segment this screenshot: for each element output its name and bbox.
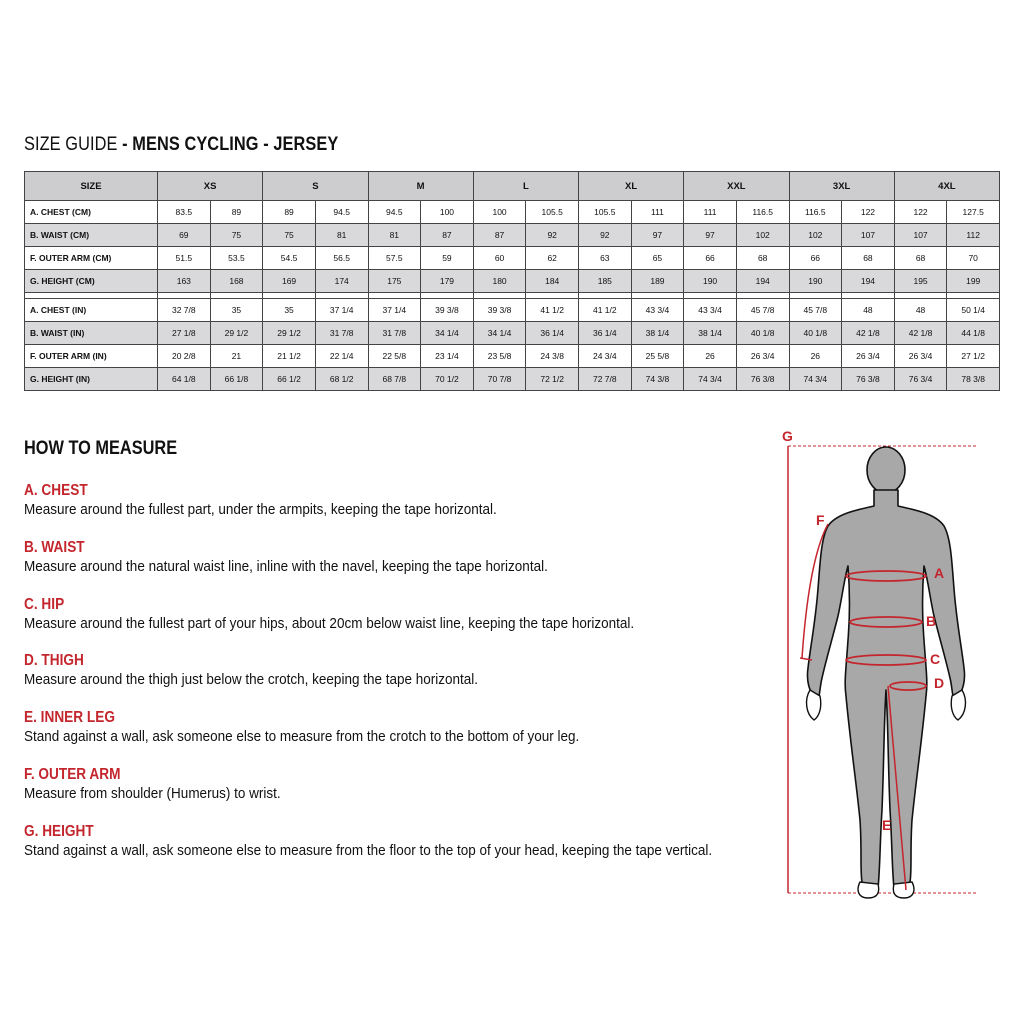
value-cell: 180 — [473, 270, 526, 293]
row-label: F. OUTER ARM (CM) — [25, 247, 158, 270]
row-label: A. CHEST (CM) — [25, 201, 158, 224]
measure-item — [24, 595, 702, 633]
value-cell: 66 1/8 — [210, 368, 263, 391]
measurement-row — [25, 345, 1000, 368]
value-cell: 68 — [736, 247, 789, 270]
measure-description: Stand against a wall, ask someone else to measure from the floor to the top of your head, keeping the tape vertical. — [24, 842, 713, 859]
value-cell: 100 — [421, 201, 474, 224]
value-cell: 27 1/8 — [158, 322, 211, 345]
value-cell: 189 — [631, 270, 684, 293]
measure-heading: C. HIP — [24, 596, 65, 613]
value-cell: 57.5 — [368, 247, 421, 270]
measure-item — [24, 708, 641, 746]
value-cell: 72 1/2 — [526, 368, 579, 391]
letter-e: E — [882, 817, 892, 833]
letter-d: D — [934, 675, 945, 691]
value-cell: 190 — [684, 270, 737, 293]
size-header-cell: M — [368, 172, 473, 201]
value-cell: 89 — [210, 201, 263, 224]
row-label: G. HEIGHT (IN) — [25, 368, 158, 391]
value-cell: 76 3/8 — [736, 368, 789, 391]
value-cell: 122 — [842, 201, 895, 224]
measurement-row — [25, 368, 1000, 391]
value-cell: 36 1/4 — [526, 322, 579, 345]
value-cell: 66 — [789, 247, 842, 270]
measurement-row — [25, 247, 1000, 270]
value-cell: 194 — [842, 270, 895, 293]
value-cell: 94.5 — [315, 201, 368, 224]
value-cell: 43 3/4 — [631, 299, 684, 322]
value-cell: 116.5 — [736, 201, 789, 224]
value-cell: 105.5 — [579, 201, 632, 224]
measure-heading: E. INNER LEG — [24, 709, 115, 726]
letter-g: G — [782, 428, 793, 444]
value-cell: 190 — [789, 270, 842, 293]
measure-heading: D. THIGH — [24, 652, 84, 669]
measure-item — [24, 765, 309, 803]
measurement-row — [25, 270, 1000, 293]
measure-item — [24, 822, 789, 860]
value-cell: 38 1/4 — [631, 322, 684, 345]
value-cell: 24 3/8 — [526, 345, 579, 368]
value-cell: 70 1/2 — [421, 368, 474, 391]
value-cell: 56.5 — [315, 247, 368, 270]
value-cell: 48 — [842, 299, 895, 322]
value-cell: 21 — [210, 345, 263, 368]
measure-description: Measure around the fullest part, under the armpits, keeping the tape horizontal. — [24, 501, 497, 518]
size-header-label: SIZE — [25, 172, 158, 201]
value-cell: 41 1/2 — [526, 299, 579, 322]
value-cell: 74 3/8 — [631, 368, 684, 391]
value-cell: 29 1/2 — [210, 322, 263, 345]
size-table — [24, 171, 1000, 391]
value-cell: 23 5/8 — [473, 345, 526, 368]
value-cell: 59 — [421, 247, 474, 270]
value-cell: 63 — [579, 247, 632, 270]
value-cell: 44 1/8 — [947, 322, 1000, 345]
value-cell: 83.5 — [158, 201, 211, 224]
value-cell: 69 — [158, 224, 211, 247]
value-cell: 92 — [579, 224, 632, 247]
value-cell: 68 — [842, 247, 895, 270]
value-cell: 34 1/4 — [473, 322, 526, 345]
value-cell: 66 1/2 — [263, 368, 316, 391]
value-cell: 75 — [210, 224, 263, 247]
measure-heading: B. WAIST — [24, 539, 85, 556]
value-cell: 75 — [263, 224, 316, 247]
letter-a: A — [934, 565, 945, 581]
value-cell: 60 — [473, 247, 526, 270]
value-cell: 107 — [894, 224, 947, 247]
letter-f: F — [816, 512, 825, 528]
value-cell: 97 — [631, 224, 684, 247]
value-cell: 122 — [894, 201, 947, 224]
value-cell: 66 — [684, 247, 737, 270]
measure-description: Measure around the fullest part of your hips, about 20cm below waist line, keeping the tape horizontal. — [24, 615, 635, 632]
value-cell: 76 3/4 — [894, 368, 947, 391]
value-cell: 35 — [210, 299, 263, 322]
measure-item — [24, 481, 549, 519]
value-cell: 20 2/8 — [158, 345, 211, 368]
value-cell: 26 3/4 — [842, 345, 895, 368]
size-header-cell: XXL — [684, 172, 789, 201]
row-label: A. CHEST (IN) — [25, 299, 158, 322]
size-header-cell: 4XL — [894, 172, 999, 201]
value-cell: 174 — [315, 270, 368, 293]
value-cell: 168 — [210, 270, 263, 293]
value-cell: 37 1/4 — [368, 299, 421, 322]
measure-item — [24, 651, 529, 689]
value-cell: 81 — [315, 224, 368, 247]
value-cell: 25 5/8 — [631, 345, 684, 368]
value-cell: 195 — [894, 270, 947, 293]
value-cell: 36 1/4 — [579, 322, 632, 345]
value-cell: 70 — [947, 247, 1000, 270]
measure-heading: F. OUTER ARM — [24, 766, 121, 783]
measure-item — [24, 538, 606, 576]
letter-b: B — [926, 613, 937, 629]
value-cell: 51.5 — [158, 247, 211, 270]
row-label: F. OUTER ARM (IN) — [25, 345, 158, 368]
title-bold: - MENS CYCLING - JERSEY — [122, 134, 339, 155]
value-cell: 175 — [368, 270, 421, 293]
row-label: B. WAIST (CM) — [25, 224, 158, 247]
value-cell: 21 1/2 — [263, 345, 316, 368]
size-header-row — [25, 172, 1000, 201]
value-cell: 112 — [947, 224, 1000, 247]
measure-heading: G. HEIGHT — [24, 823, 94, 840]
value-cell: 105.5 — [526, 201, 579, 224]
value-cell: 184 — [526, 270, 579, 293]
size-header-cell: XL — [579, 172, 684, 201]
value-cell: 43 3/4 — [684, 299, 737, 322]
value-cell: 26 3/4 — [894, 345, 947, 368]
page-title — [24, 133, 338, 157]
value-cell: 26 — [789, 345, 842, 368]
size-header-cell: 3XL — [789, 172, 894, 201]
value-cell: 42 1/8 — [894, 322, 947, 345]
value-cell: 22 5/8 — [368, 345, 421, 368]
measure-description: Measure from shoulder (Humerus) to wrist. — [24, 785, 281, 802]
hands-and-feet — [807, 690, 966, 898]
value-cell: 163 — [158, 270, 211, 293]
value-cell: 26 — [684, 345, 737, 368]
value-cell: 64 1/8 — [158, 368, 211, 391]
value-cell: 179 — [421, 270, 474, 293]
value-cell: 194 — [736, 270, 789, 293]
title-regular: SIZE GUIDE — [24, 134, 118, 155]
body-figure-svg — [770, 420, 1010, 910]
how-to-measure-title: HOW TO MEASURE — [24, 438, 178, 459]
value-cell: 40 1/8 — [789, 322, 842, 345]
value-cell: 39 3/8 — [473, 299, 526, 322]
value-cell: 31 7/8 — [315, 322, 368, 345]
value-cell: 97 — [684, 224, 737, 247]
value-cell: 65 — [631, 247, 684, 270]
row-label: G. HEIGHT (CM) — [25, 270, 158, 293]
value-cell: 38 1/4 — [684, 322, 737, 345]
value-cell: 29 1/2 — [263, 322, 316, 345]
value-cell: 76 3/8 — [842, 368, 895, 391]
value-cell: 102 — [736, 224, 789, 247]
value-cell: 81 — [368, 224, 421, 247]
value-cell: 45 7/8 — [736, 299, 789, 322]
value-cell: 70 7/8 — [473, 368, 526, 391]
row-label: B. WAIST (IN) — [25, 322, 158, 345]
value-cell: 111 — [684, 201, 737, 224]
value-cell: 45 7/8 — [789, 299, 842, 322]
body-measurement-figure — [770, 420, 1010, 910]
value-cell: 199 — [947, 270, 1000, 293]
value-cell: 78 3/8 — [947, 368, 1000, 391]
value-cell: 87 — [421, 224, 474, 247]
value-cell: 116.5 — [789, 201, 842, 224]
value-cell: 34 1/4 — [421, 322, 474, 345]
value-cell: 102 — [789, 224, 842, 247]
measurement-row — [25, 201, 1000, 224]
value-cell: 72 7/8 — [579, 368, 632, 391]
value-cell: 24 3/4 — [579, 345, 632, 368]
value-cell: 42 1/8 — [842, 322, 895, 345]
measurement-row — [25, 299, 1000, 322]
value-cell: 92 — [526, 224, 579, 247]
value-cell: 39 3/8 — [421, 299, 474, 322]
value-cell: 185 — [579, 270, 632, 293]
measure-description: Stand against a wall, ask someone else to measure from the crotch to the bottom of your leg. — [24, 728, 580, 745]
value-cell: 37 1/4 — [315, 299, 368, 322]
measurement-row — [25, 224, 1000, 247]
value-cell: 54.5 — [263, 247, 316, 270]
value-cell: 48 — [894, 299, 947, 322]
value-cell: 32 7/8 — [158, 299, 211, 322]
value-cell: 26 3/4 — [736, 345, 789, 368]
value-cell: 68 7/8 — [368, 368, 421, 391]
value-cell: 22 1/4 — [315, 345, 368, 368]
value-cell: 23 1/4 — [421, 345, 474, 368]
size-header-cell: XS — [158, 172, 263, 201]
value-cell: 127.5 — [947, 201, 1000, 224]
measure-description: Measure around the natural waist line, inline with the navel, keeping the tape horizontal. — [24, 558, 548, 575]
value-cell: 53.5 — [210, 247, 263, 270]
value-cell: 74 3/4 — [789, 368, 842, 391]
measure-heading: A. CHEST — [24, 482, 88, 499]
value-cell: 68 — [894, 247, 947, 270]
value-cell: 89 — [263, 201, 316, 224]
size-header-cell: S — [263, 172, 368, 201]
measurement-row — [25, 322, 1000, 345]
value-cell: 68 1/2 — [315, 368, 368, 391]
size-header-cell: L — [473, 172, 578, 201]
value-cell: 50 1/4 — [947, 299, 1000, 322]
value-cell: 100 — [473, 201, 526, 224]
value-cell: 31 7/8 — [368, 322, 421, 345]
value-cell: 87 — [473, 224, 526, 247]
value-cell: 35 — [263, 299, 316, 322]
value-cell: 27 1/2 — [947, 345, 1000, 368]
value-cell: 74 3/4 — [684, 368, 737, 391]
letter-c: C — [930, 651, 941, 667]
value-cell: 41 1/2 — [579, 299, 632, 322]
value-cell: 111 — [631, 201, 684, 224]
value-cell: 169 — [263, 270, 316, 293]
value-cell: 40 1/8 — [736, 322, 789, 345]
measure-description: Measure around the thigh just below the crotch, keeping the tape horizontal. — [24, 671, 479, 688]
value-cell: 94.5 — [368, 201, 421, 224]
value-cell: 107 — [842, 224, 895, 247]
value-cell: 62 — [526, 247, 579, 270]
